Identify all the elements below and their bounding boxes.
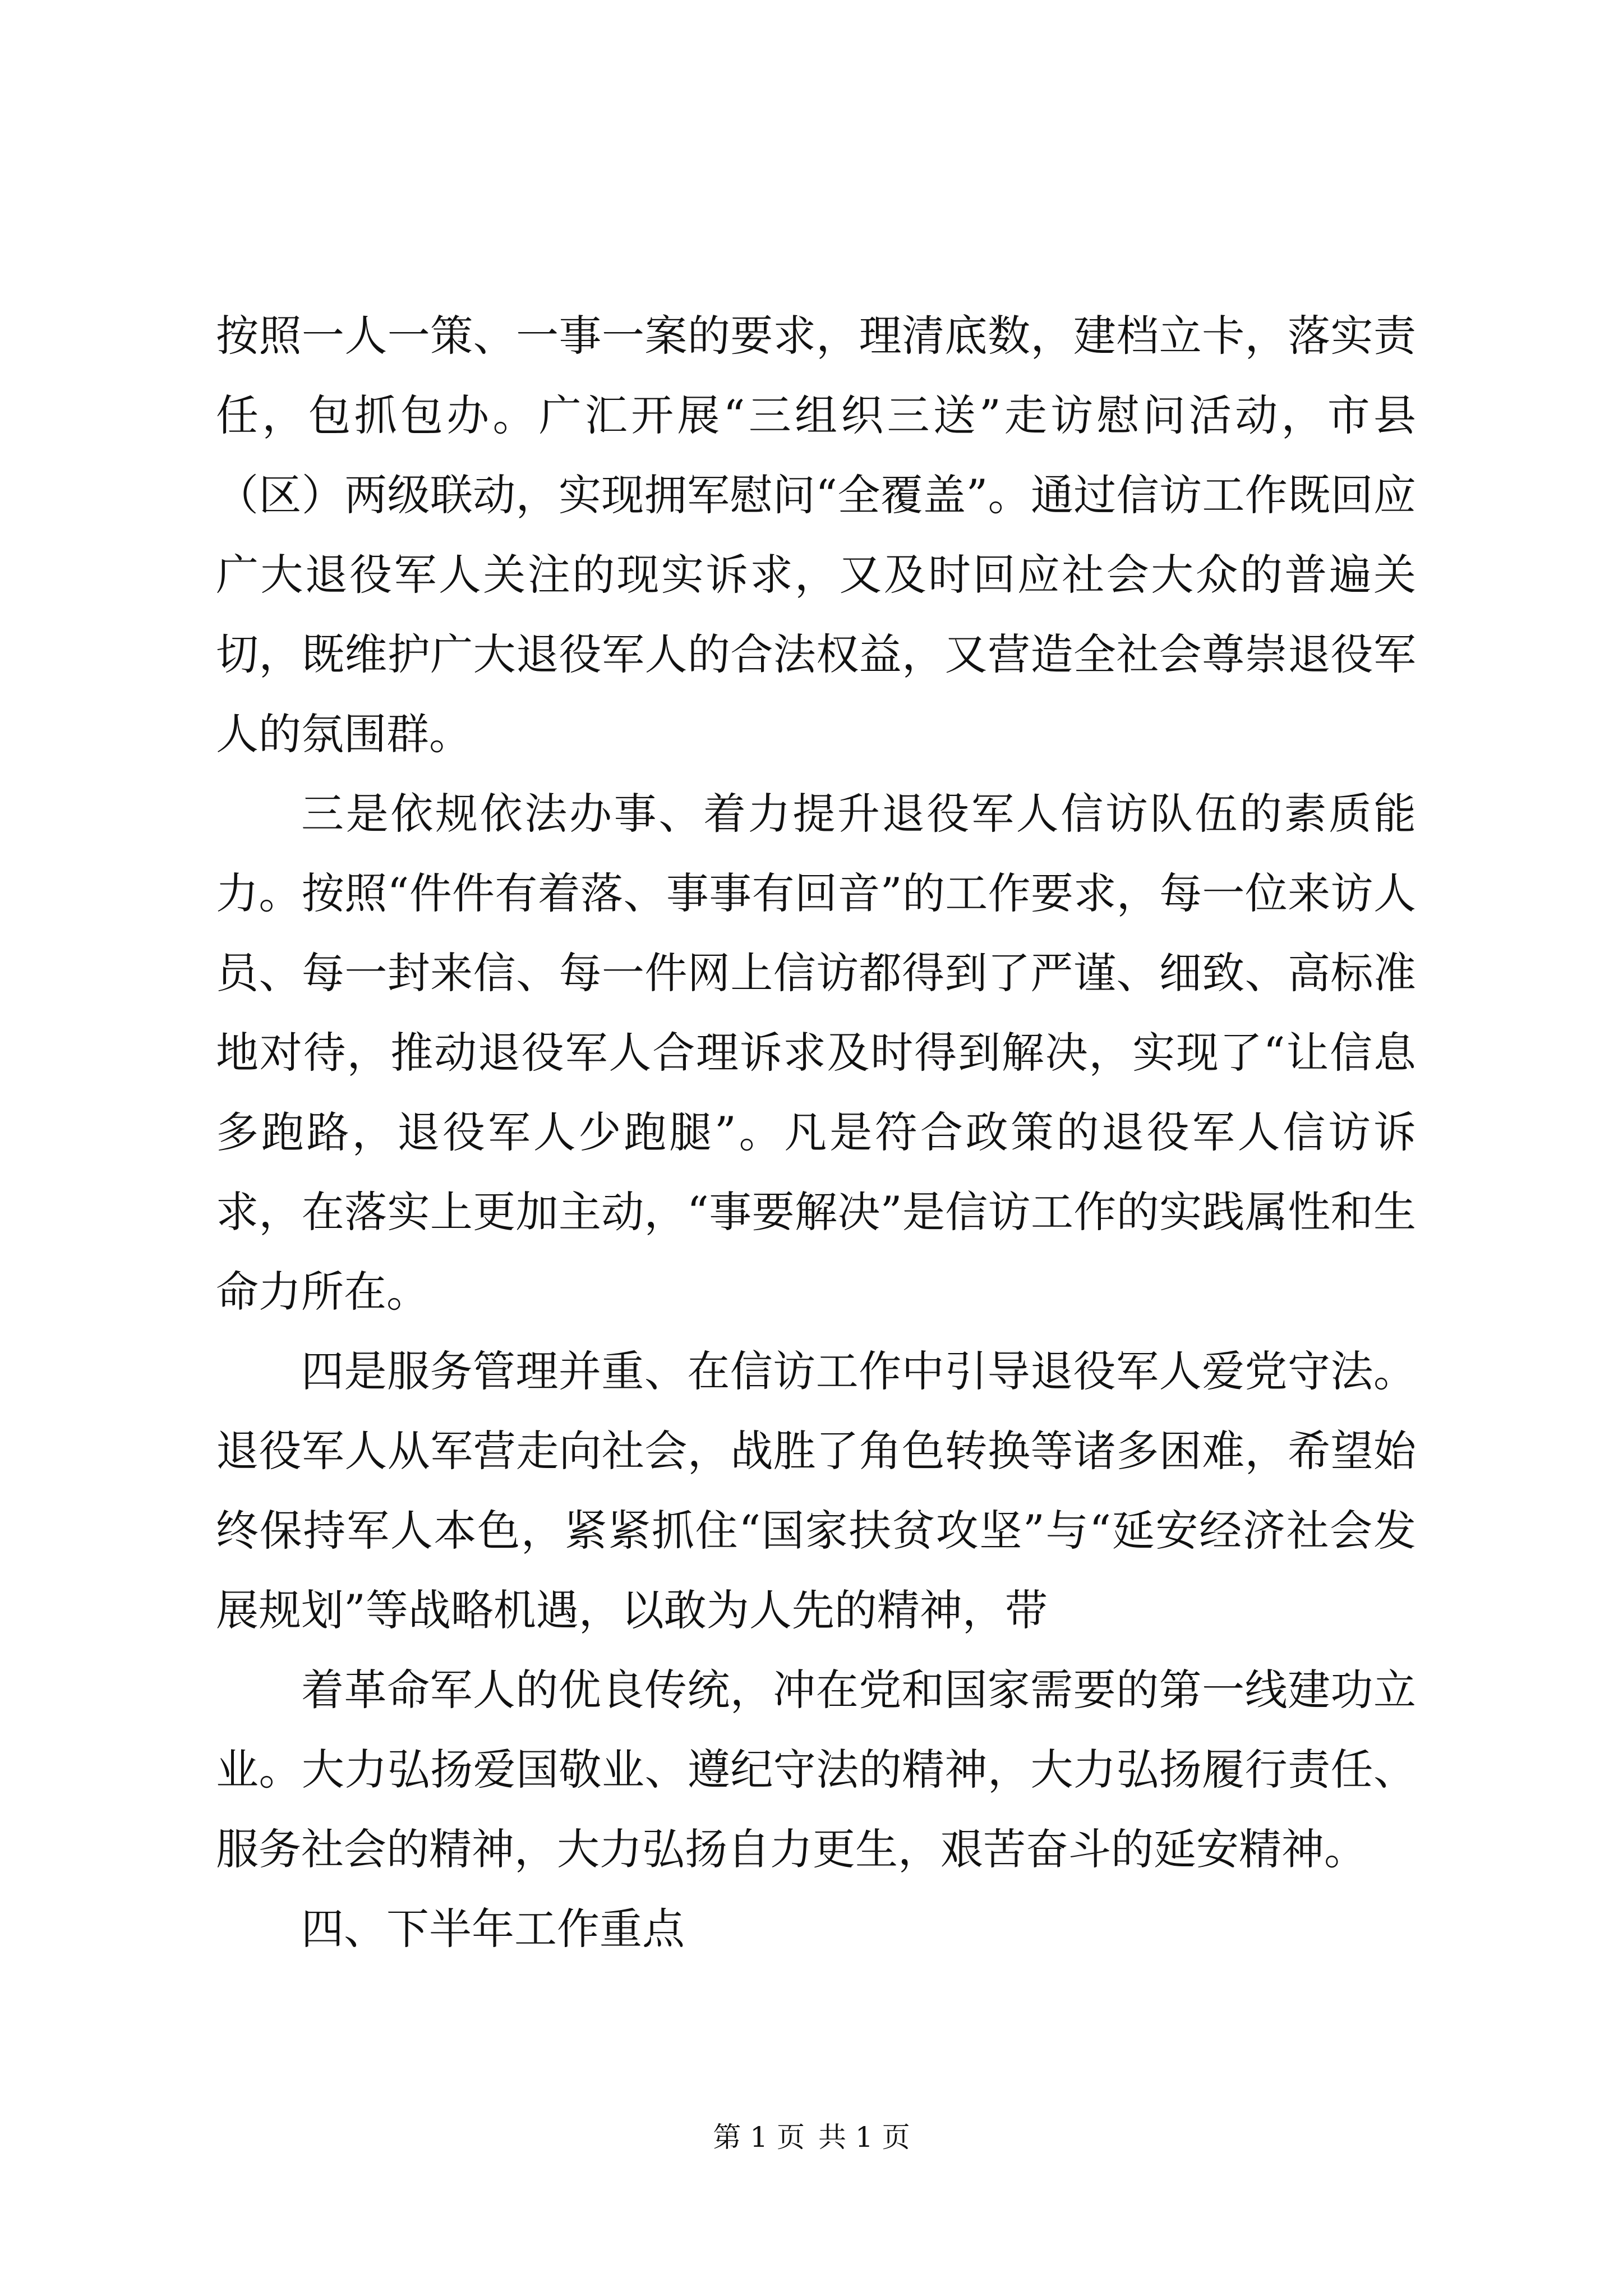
document-body [216, 296, 1416, 1969]
paragraph: 着革命军人的优良传统，冲在党和国家需要的第一线建功立业。大力弘扬爱国敬业、遵纪守法的精神，大力弘扬履行责任、服务社会的精神，大力弘扬自力更生，艰苦奋斗的延安精神。 [216, 1665, 1416, 1874]
page-footer [0, 2115, 1623, 2155]
paragraph: 三是依规依法办事、着力提升退役军人信访队伍的素质能力。按照“件件有着落、事事有回音”的工作要求，每一位来访人员、每一封来信、每一件网上信访都得到了严谨、细致、高标准地对待，推动退役军人合理诉求及时得到解决，实现了“让信息多跑路，退役军人少跑腿”。凡是符合政策的退役军人信访诉求，在落实上更加主动，“事要解决”是信访工作的实践属性和生命力所在。 [216, 789, 1416, 1317]
section-heading: 四、下半年工作重点 [301, 1904, 685, 1954]
page-total: 共 1 页 [818, 2121, 910, 2154]
paragraph: 按照一人一策、一事一案的要求，理清底数，建档立卡，落实责任，包抓包办。广汇开展“三组织三送”走访慰问活动，市县（区）两级联动，实现拥军慰问“全覆盖”。通过信访工作既回应广大退役军人关注的现实诉求，又及时回应社会大众的普遍关切，既维护广大退役军人的合法权益，又营造全社会尊崇退役军人的氛围群。 [216, 311, 1416, 759]
page-number: 第 1 页 [713, 2121, 805, 2154]
paragraph: 四是服务管理并重、在信访工作中引导退役军人爱党守法。退役军人从军营走向社会，战胜了角色转换等诸多困难，希望始终保持军人本色，紧紧抓住“国家扶贫攻坚”与“延安经济社会发展规划”等战略机遇，以敢为人先的精神，带 [216, 1346, 1416, 1635]
